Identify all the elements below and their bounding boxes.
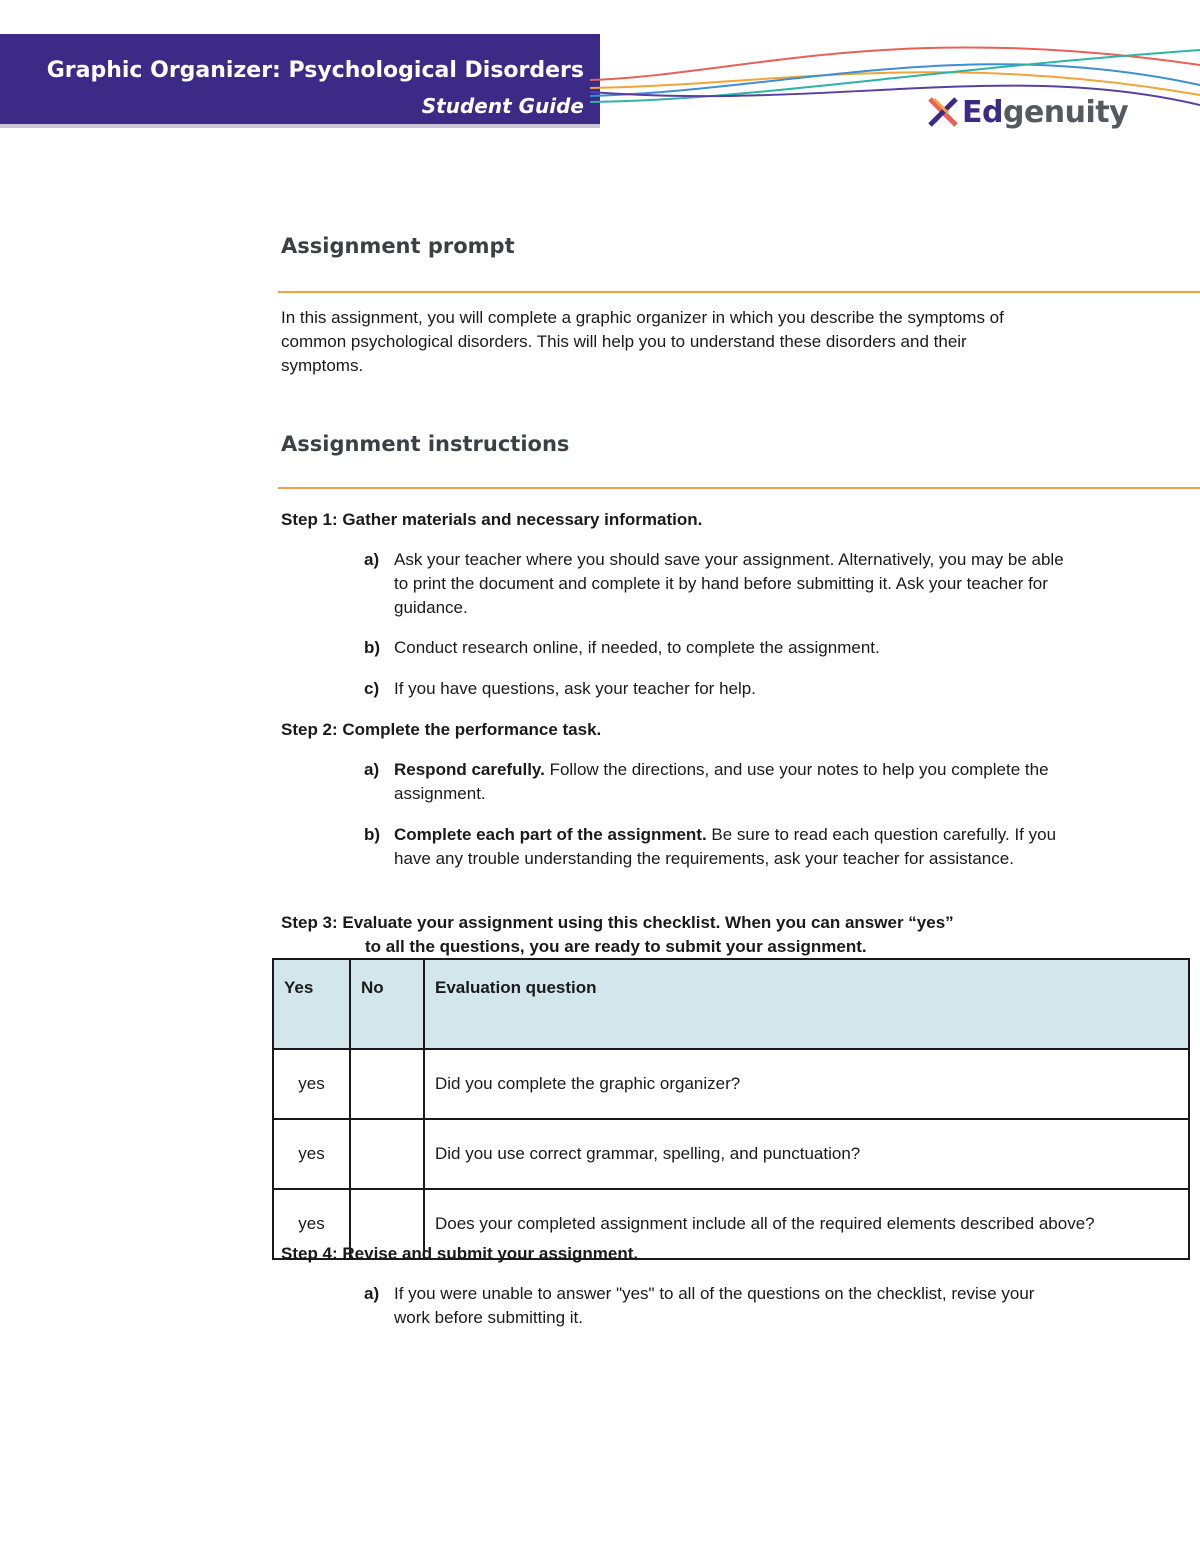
prompt-divider [278,291,1200,293]
header-banner [0,34,600,124]
step-3-title: Step 3: Evaluate your assignment using this checklist. When you can answer “yes” to all the questions, you are ready to submit your assignment. [281,913,954,956]
instructions-heading: Assignment instructions [281,432,570,456]
prompt-heading: Assignment prompt [281,234,515,258]
question-cell: Did you complete the graphic organizer? [424,1049,1189,1119]
step-1-title: Step 1: Gather materials and necessary information. [281,510,703,529]
step-2-item-a: a) Respond carefully. Follow the directions, and use your notes to help you complete the assignment. [364,760,1049,803]
edgenuity-x-icon [926,95,960,129]
document-title: Graphic Organizer: Psychological Disorders [46,58,584,83]
step-1-item-c: c) If you have questions, ask your teacher for help. [364,679,756,698]
yes-cell[interactable]: yes [273,1119,350,1189]
col-header-no: No [350,959,424,1049]
yes-cell[interactable]: yes [273,1189,350,1259]
step-4-item-a: a) If you were unable to answer "yes" to all of the questions on the checklist, revise your work before submitting it. [364,1284,1035,1327]
step-1-item-a: a) Ask your teacher where you should save your assignment. Alternatively, you may be able to print the document and complete it by hand before submitting it. Ask your teacher for guidance. [364,550,1064,617]
step-4-title: Step 4: Revise and submit your assignment. [281,1244,639,1263]
question-cell: Does your completed assignment include all of the required elements described above? [424,1189,1189,1259]
step-2-item-b: b) Complete each part of the assignment. Be sure to read each question carefully. If you have any trouble understanding the requirements, ask your teacher for assistance. [364,825,1057,868]
edgenuity-logo [926,92,1128,132]
table-row [273,1049,1189,1119]
logo-text: Edgenuity [962,94,1129,130]
step-1-item-b: b) Conduct research online, if needed, to complete the assignment. [364,638,880,657]
col-header-yes: Yes [273,959,350,1049]
checklist-header-row [273,959,1189,1049]
col-header-question: Evaluation question [424,959,1189,1049]
step-2-title: Step 2: Complete the performance task. [281,720,602,739]
table-row [273,1119,1189,1189]
document-subtitle: Student Guide [421,94,584,118]
no-cell[interactable] [350,1119,424,1189]
evaluation-checklist [272,958,1190,1260]
yes-cell[interactable]: yes [273,1049,350,1119]
no-cell[interactable] [350,1049,424,1119]
prompt-text: In this assignment, you will complete a graphic organizer in which you describe the symptoms of common psychological disorders. This will help you to understand these disorders and their symptoms. [281,308,1004,375]
question-cell: Did you use correct grammar, spelling, and punctuation? [424,1119,1189,1189]
instructions-divider [278,487,1200,489]
